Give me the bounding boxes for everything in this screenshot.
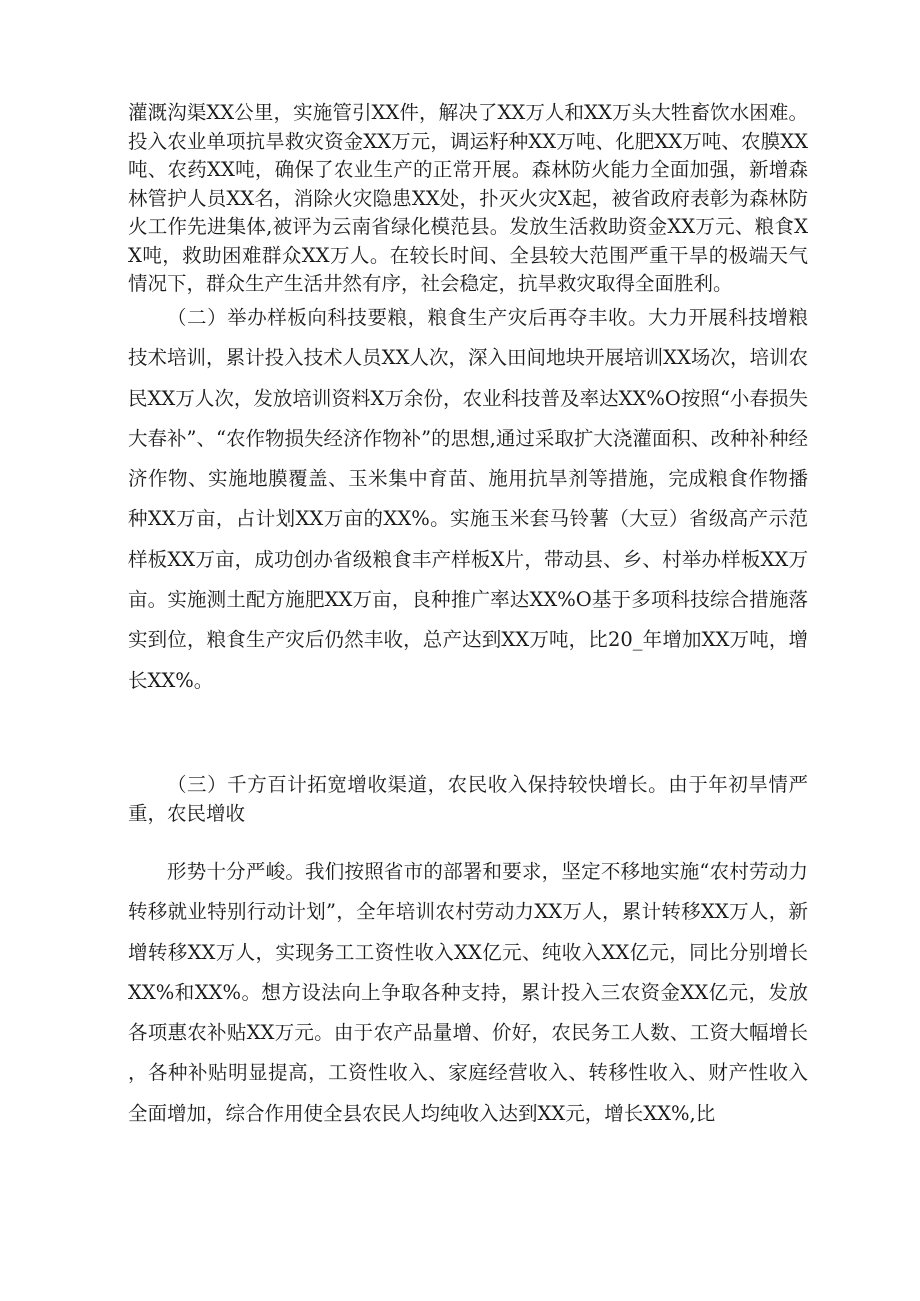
paragraph-income-detail: 形势十分严峻。我们按照省市的部署和要求，坚定不移地实施“农村劳动力转移就业特别行动计划”，全年培训农村劳动力XX万人，累计转移XX万人，新增转移XX万人，实现务工工资性收入XX亿元、纯收入XX亿元，同比分别增长XX%和XX%。想方设法向上争取各种支持，累计投入三农资金XX亿元，发放各项惠农补贴XX万元。由于农产品量增、价好，农民务工人数、工资大幅增长，各种补贴明显提高，工资性收入、家庭经营收入、转移性收入、财产性收入全面增加，综合作用使全县农民人均纯收入达到XX元，增长XX%,比 bbox=[128, 860, 808, 1125]
paragraph-grain-production: （二）举办样板向科技要粮，粮食生产灾后再夺丰收。大力开展科技增粮技术培训，累计投入技术人员XX人次，深入田间地块开展培训XX场次，培训农民XX万人次，发放培训资料X万余份，农业科技普及率达XX%O按照“小春损失大春补”、“农作物损失经济作物补”的思想,通过采取扩大浇灌面积、改种补种经济作物、实施地膜覆盖、玉米集中育苗、施用抗旱剂等措施，完成粮食作物播种XX万亩，占计划XX万亩的XX%。实施玉米套马铃薯（大豆）省级高产示范样板XX万亩，成功创办省级粮食丰产样板X片，带动县、乡、村举办样板XX万亩。实施测土配方施肥XX万亩，良种推广率达XX%O基于多项科技综合措施落实到位，粮食生产灾后仍然丰收，总产达到XX万吨，比20_年增加XX万吨，增长XX%。 bbox=[128, 306, 808, 692]
paragraph-income-heading: （三）千方百计拓宽增收渠道，农民收入保持较快增长。由于年初旱情严重，农民增收 bbox=[128, 773, 808, 825]
paragraph-drought-relief: 灌溉沟渠XX公里，实施管引XX件，解决了XX万人和XX万头大牲畜饮水困难。投入农业单项抗旱救灾资金XX万元，调运籽种XX万吨、化肥XX万吨、农膜XX吨、农药XX吨，确保了农业生产的正常开展。森林防火能力全面加强，新增森林管护人员XX名，消除火灾隐患XX处，扑灭火灾X起，被省政府表彰为森林防火工作先进集体,被评为云南省绿化模范县。发放生活救助资金XX万元、粮食XX吨，救助困难群众XX万人。在较长时间、全县较大范围严重干旱的极端天气情况下，群众生产生活井然有序，社会稳定，抗旱救灾取得全面胜利。 bbox=[128, 101, 808, 295]
